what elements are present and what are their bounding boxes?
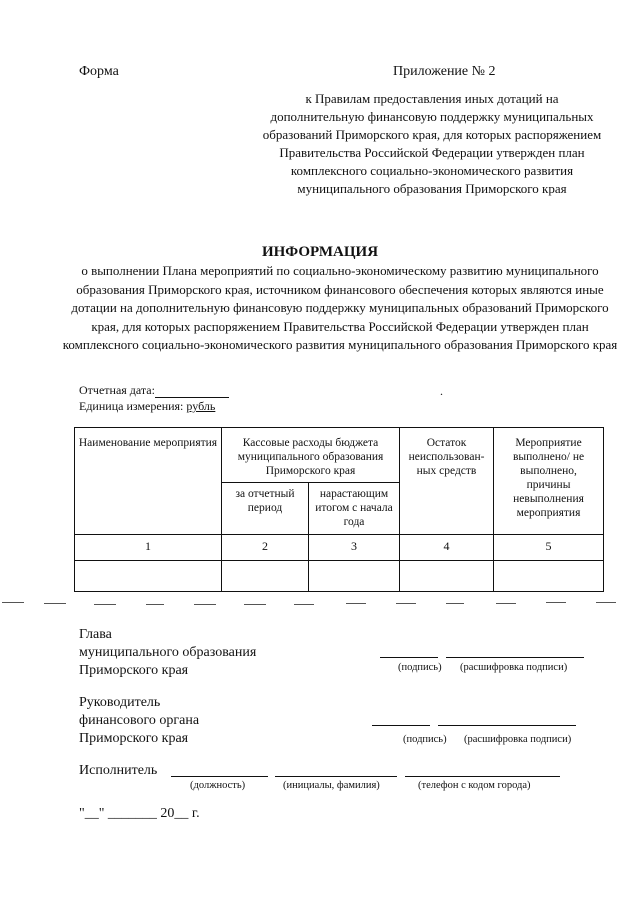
head-decode-line bbox=[446, 657, 584, 658]
header-period: за отчетный период bbox=[222, 483, 309, 535]
header-cumulative: нарастающим итогом с начала года bbox=[309, 483, 400, 535]
document-title: ИНФОРМАЦИЯ bbox=[261, 244, 379, 260]
col-number: 3 bbox=[309, 535, 400, 561]
col-number: 2 bbox=[222, 535, 309, 561]
executor-name-line bbox=[275, 776, 397, 777]
header-status: Мероприятие выполнено/ не выполнено, причины невыполнения мероприятия bbox=[494, 428, 604, 535]
head-signature-block bbox=[79, 626, 256, 680]
table-cell[interactable] bbox=[400, 561, 494, 592]
head-label-1: Глава bbox=[79, 627, 112, 642]
finance-caption-sign: (подпись) bbox=[403, 734, 447, 745]
finance-label-2: финансового органа bbox=[79, 713, 200, 728]
table-cell[interactable] bbox=[75, 561, 222, 592]
document-subtitle: о выполнении Плана мероприятий по социально-экономическому развитию муниципального образования Приморского края, источником финансового обеспечения которых являются иные дотации на дополнительную финансовую поддержку муниципальных образований Приморского края, для которых распоряжением Правительства Российской Федерации утвержден план комплексного социально-экономического развития муниципального образования Приморского края bbox=[62, 263, 618, 352]
col-number: 1 bbox=[75, 535, 222, 561]
table-cell[interactable] bbox=[494, 561, 604, 592]
appendix-text: к Правилам предоставления иных дотаций на дополнительную финансовую поддержку муниципальных образований Приморского края, для которых распоряжением Правительства Российской Федерации утвержден план комплексного социально-экономического развития муниципального образования Приморского края bbox=[262, 91, 602, 196]
col-number: 5 bbox=[494, 535, 604, 561]
executor-caption-phone: (телефон с кодом города) bbox=[418, 780, 531, 791]
unit-value: рубль bbox=[186, 399, 216, 413]
executor-label: Исполнитель bbox=[79, 763, 158, 778]
date-line: "__" _______ 20__ г. bbox=[79, 806, 200, 821]
report-date-blank bbox=[155, 385, 229, 398]
unit-field bbox=[79, 399, 215, 414]
report-table bbox=[74, 427, 604, 592]
executor-position-line bbox=[171, 776, 268, 777]
finance-decode-line bbox=[438, 725, 576, 726]
head-sign-line bbox=[380, 657, 438, 658]
table-number-row bbox=[75, 535, 604, 561]
finance-sign-line bbox=[372, 725, 430, 726]
report-date-label: Отчетная дата: bbox=[79, 383, 155, 397]
table-cell[interactable] bbox=[309, 561, 400, 592]
appendix-title: Приложение № 2 bbox=[393, 64, 496, 79]
report-date-field bbox=[79, 383, 229, 398]
executor-caption-name: (инициалы, фамилия) bbox=[283, 780, 380, 791]
table-row bbox=[75, 561, 604, 592]
head-label-2: муниципального образования bbox=[79, 645, 257, 660]
header-remainder: Остаток неиспользован-ных средств bbox=[400, 428, 494, 535]
table-header-row bbox=[75, 428, 604, 483]
dot-mark: . bbox=[440, 384, 443, 398]
head-caption-sign: (подпись) bbox=[398, 662, 442, 673]
head-label-3: Приморского края bbox=[79, 663, 189, 678]
finance-signature-block bbox=[79, 694, 199, 748]
form-label: Форма bbox=[79, 64, 119, 79]
table-cell[interactable] bbox=[222, 561, 309, 592]
col-number: 4 bbox=[400, 535, 494, 561]
cut-line bbox=[0, 602, 640, 610]
head-caption-decode: (расшифровка подписи) bbox=[460, 662, 568, 673]
finance-caption-decode: (расшифровка подписи) bbox=[464, 734, 572, 745]
finance-label-1: Руководитель bbox=[79, 695, 161, 710]
executor-phone-line bbox=[405, 776, 560, 777]
finance-label-3: Приморского края bbox=[79, 731, 189, 746]
executor-caption-position: (должность) bbox=[190, 780, 246, 791]
unit-label: Единица измерения: bbox=[79, 399, 184, 413]
header-cash-expenses: Кассовые расходы бюджета муниципального образования Приморского края bbox=[222, 428, 400, 483]
header-name: Наименование мероприятия bbox=[75, 428, 222, 535]
